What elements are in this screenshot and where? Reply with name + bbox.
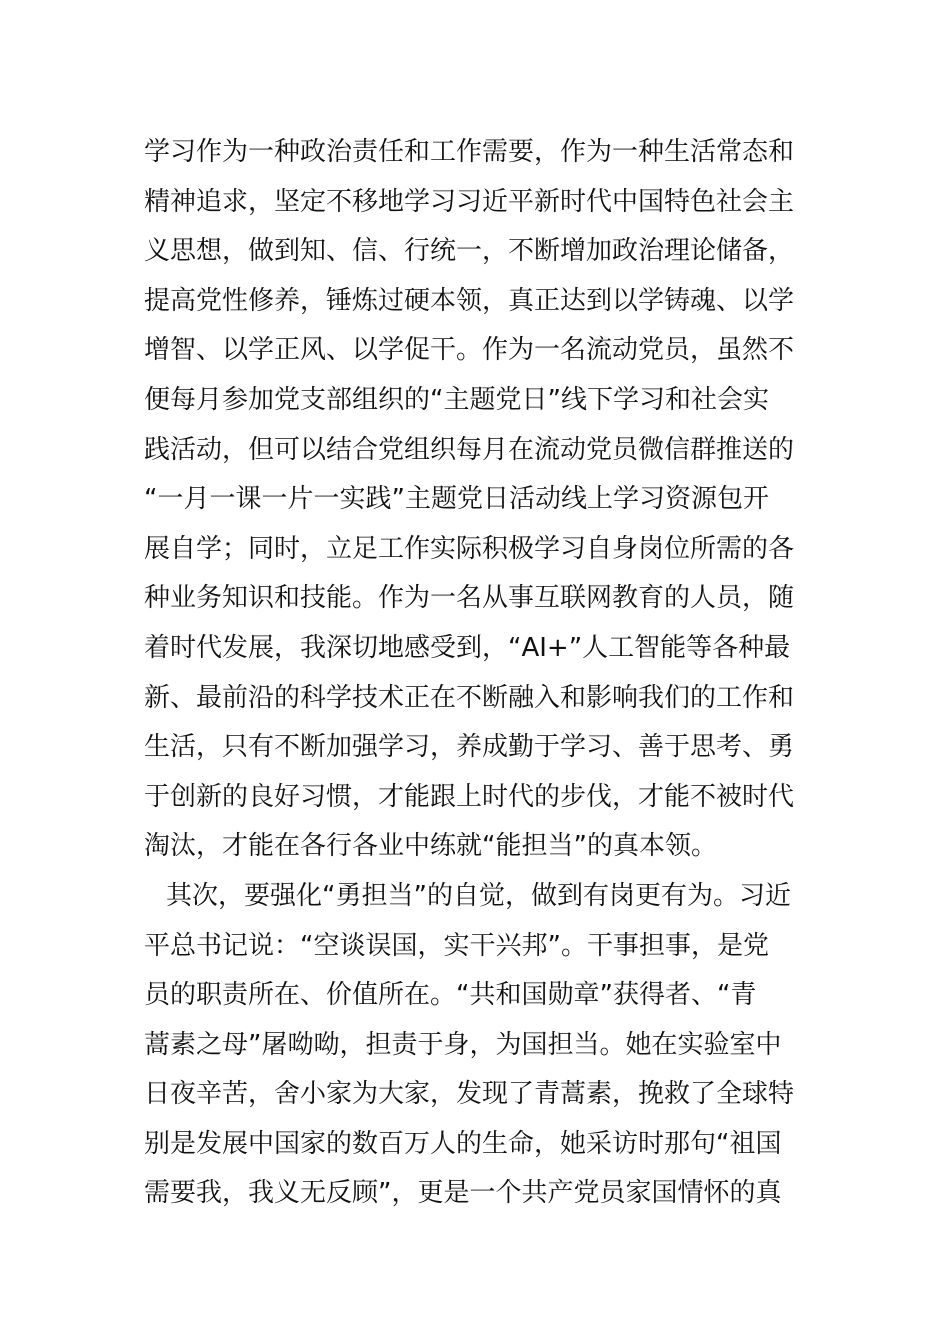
text-line: 蒿素之母”屠呦呦，担责于身，为国担当。她在实验室中	[144, 1029, 782, 1060]
text-line: 着时代发展，我深切地感受到，“AI+”人工智能等各种最	[144, 632, 791, 663]
text-line: 于创新的良好习惯，才能跟上时代的步伐，才能不被时代	[144, 781, 795, 812]
body-text	[144, 128, 812, 1219]
text-line: 员的职责所在、价值所在。“共和国勋章”获得者、“青	[144, 980, 757, 1011]
text-line: 需要我，我义无反顾”，更是一个共产党员家国情怀的真	[144, 1178, 782, 1209]
text-line: 增智、以学正风、以学促干。作为一名流动党员，虽然不	[144, 335, 795, 366]
text-line: “一月一课一片一实践”主题党日活动线上学习资源包开	[144, 484, 769, 515]
text-line: 学习作为一种政治责任和工作需要，作为一种生活常态和	[144, 137, 795, 167]
text-line: 平总书记说：“空谈误国，实干兴邦”。干事担事，是党	[144, 930, 769, 961]
text-line: 淘汰，才能在各行各业中练就“能担当”的真本领。	[144, 831, 717, 862]
text-line: 提高党性修养，锤炼过硬本领，真正达到以学铸魂、以学	[144, 285, 795, 316]
paragraph-start-line: 其次，要强化“勇担当”的自觉，做到有岗更有为。习近	[166, 880, 791, 911]
text-line: 践活动，但可以结合党组织每月在流动党员微信群推送的	[144, 434, 795, 465]
text-line: 展自学；同时，立足工作实际积极学习自身岗位所需的各	[144, 533, 795, 564]
text-line: 种业务知识和技能。作为一名从事互联网教育的人员，随	[144, 583, 795, 614]
text-line: 别是发展中国家的数百万人的生命，她采访时那句“祖国	[144, 1128, 782, 1159]
text-line: 便每月参加党支部组织的“主题党日”线下学习和社会实	[144, 384, 769, 415]
text-line: 精神追求，坚定不移地学习习近平新时代中国特色社会主	[144, 186, 795, 217]
text-line: 日夜辛苦，舍小家为大家，发现了青蒿素，挽救了全球特	[144, 1079, 795, 1110]
text-line: 义思想，做到知、信、行统一，不断增加政治理论储备，	[144, 236, 795, 267]
text-line: 新、最前沿的科学技术正在不断融入和影响我们的工作和	[144, 682, 795, 713]
text-line: 生活，只有不断加强学习，养成勤于学习、善于思考、勇	[144, 732, 795, 763]
